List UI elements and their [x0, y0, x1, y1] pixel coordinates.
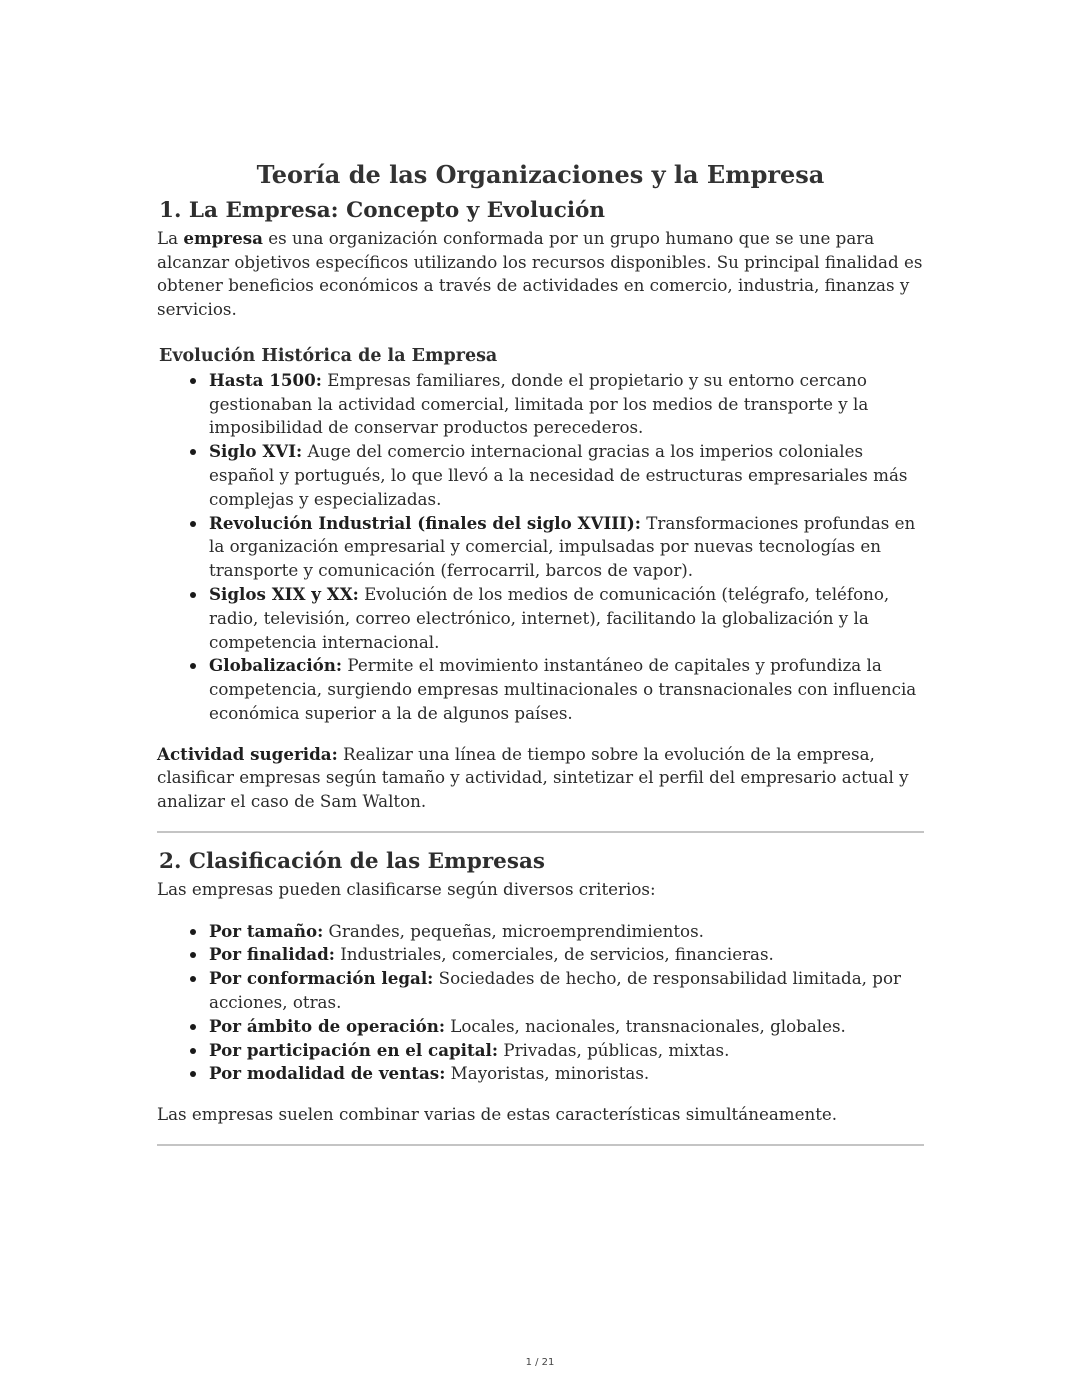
bullet-icon	[190, 976, 196, 982]
list-item: Siglo XVI: Auge del comercio internacional gracias a los imperios coloniales español y portugués, lo que llevó a la necesidad de estructuras empresariales más complejas y especializadas.	[209, 440, 924, 511]
list-item: Siglos XIX y XX: Evolución de los medios de comunicación (telégrafo, teléfono, radio, televisión, correo electrónico, internet), facilitando la globalización y la competencia internacional.	[209, 583, 924, 654]
classification-list	[157, 920, 924, 1087]
section-2-closing: Las empresas suelen combinar varias de estas características simultáneamente.	[157, 1104, 838, 1125]
section-1-heading: 1. La Empresa: Concepto y Evolución	[159, 198, 605, 223]
list-item: Revolución Industrial (finales del siglo XVIII): Transformaciones profundas en la organización empresarial y comercial, impulsadas por nuevas tecnologías en transporte y comunicación (ferrocarril, barcos de vapor).	[209, 512, 924, 583]
bullet-icon	[190, 521, 196, 527]
list-item: Globalización: Permite el movimiento instantáneo de capitales y profundiza la competencia, surgiendo empresas multinacionales o transnacionales con influencia económica superior a la de algunos países.	[209, 654, 924, 725]
bullet-icon	[190, 952, 196, 958]
list-item: Por finalidad: Industriales, comerciales, de servicios, financieras.	[209, 943, 924, 967]
suggested-activity: Actividad sugerida: Realizar una línea de tiempo sobre la evolución de la empresa, clasificar empresas según tamaño y actividad, sintetizar el perfil del empresario actual y analizar el caso de Sam Walton.	[157, 743, 909, 812]
list-item: Por tamaño: Grandes, pequeñas, microemprendimientos.	[209, 920, 924, 944]
list-item: Por conformación legal: Sociedades de hecho, de responsabilidad limitada, por acciones, otras.	[209, 967, 924, 1015]
section-2-intro: Las empresas pueden clasificarse según diversos criterios:	[157, 878, 656, 899]
section-divider	[157, 1144, 924, 1146]
section-divider	[157, 831, 924, 833]
bullet-icon	[190, 663, 196, 669]
bullet-icon	[190, 592, 196, 598]
evolution-subheading: Evolución Histórica de la Empresa	[159, 345, 498, 366]
list-item: Por modalidad de ventas: Mayoristas, minoristas.	[209, 1062, 924, 1086]
bullet-icon	[190, 1024, 196, 1030]
document-page	[157, 158, 924, 1146]
list-item: Por participación en el capital: Privadas, públicas, mixtas.	[209, 1039, 924, 1063]
page-indicator: 1 / 21	[525, 1357, 555, 1368]
bullet-icon	[190, 1048, 196, 1054]
evolution-list	[157, 369, 924, 726]
list-item: Por ámbito de operación: Locales, nacionales, transnacionales, globales.	[209, 1015, 924, 1039]
list-item: Hasta 1500: Empresas familiares, donde el propietario y su entorno cercano gestionaban la actividad comercial, limitada por los medios de transporte y la imposibilidad de conservar productos perecederos.	[209, 369, 924, 440]
section-2-heading: 2. Clasificación de las Empresas	[159, 848, 545, 874]
bullet-icon	[190, 1071, 196, 1077]
bullet-icon	[190, 449, 196, 455]
document-title: Teoría de las Organizaciones y la Empresa	[256, 160, 825, 189]
bullet-icon	[190, 929, 196, 935]
bullet-icon	[190, 378, 196, 384]
section-1-intro: La empresa es una organización conformada por un grupo humano que se une para alcanzar objetivos específicos utilizando los recursos disponibles. Su principal finalidad es obtener beneficios económicos a través de actividades en comercio, industria, finanzas y servicios.	[157, 228, 923, 320]
